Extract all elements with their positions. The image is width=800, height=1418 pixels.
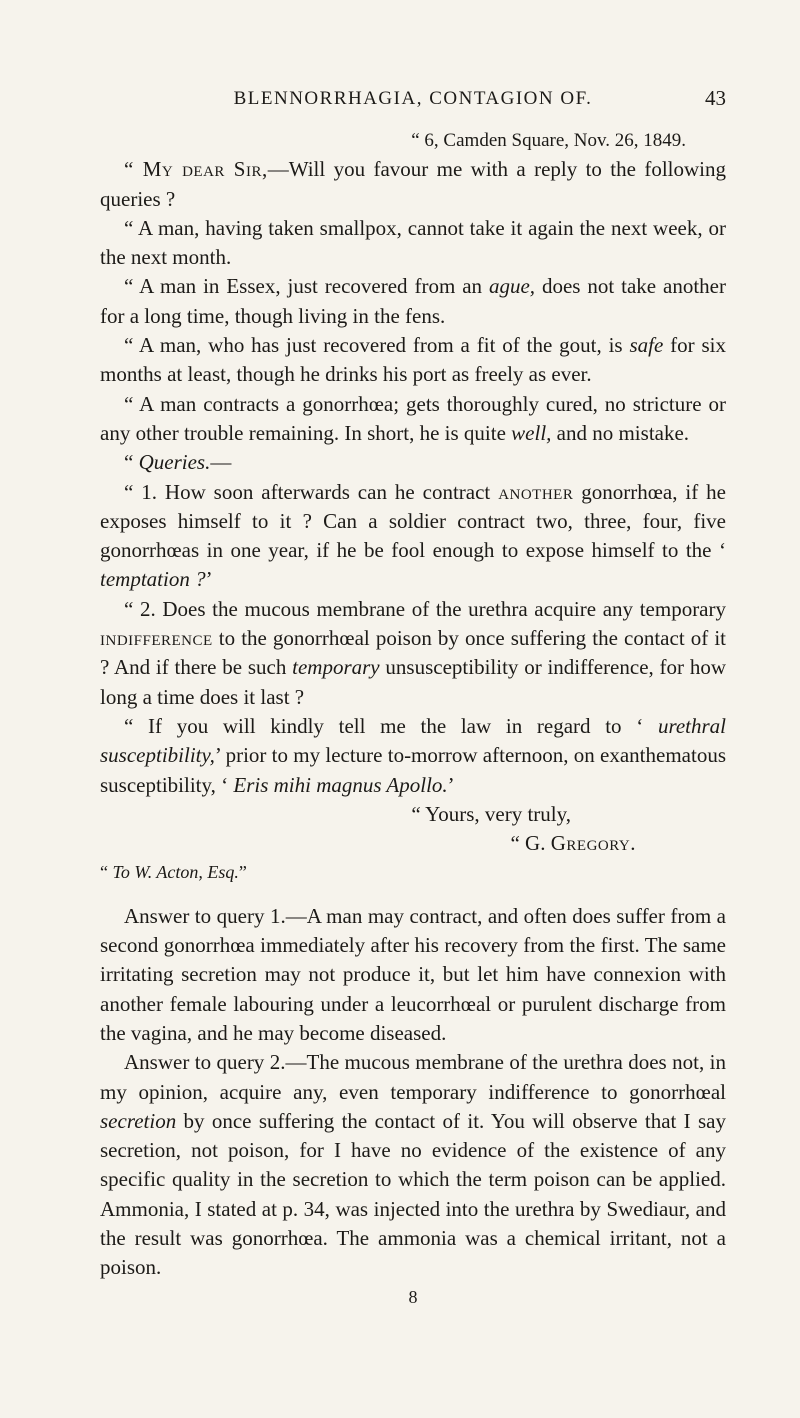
text-run: Answer to query 2.—The mucous membrane of the urethra does not, in my opinion, acquire any, even temporary indifference to gonorrhœal	[100, 1050, 726, 1104]
text-run: “ If you will kindly tell me the law in regard to ‘	[124, 713, 658, 738]
text-run: does not take another for a long time, though living in the fens.	[100, 274, 726, 328]
queries-label: Queries.	[138, 450, 211, 475]
signature-name: Gregory.	[550, 831, 636, 856]
answer-query-1: Answer to query 1.—A man may contract, and often does suffer from a second gonorrhœa immediately after his recovery from the first. The same irritating secretion may not produce it, but let him have connexion with another female labouring under a leucorrhœal or purulent discharge from the vagina, and he may become diseased.	[100, 903, 726, 1045]
letter-paragraph-smallpox: “ A man, having taken smallpox, cannot take it again the next week, or the next month.	[100, 215, 726, 270]
text-run: —	[210, 450, 232, 475]
text-run: “	[100, 862, 113, 883]
text-run: ’ prior to my lecture to-morrow afternoon, on exanthematous susceptibility, ‘	[100, 743, 726, 797]
emphasis: temporary	[292, 655, 380, 680]
emphasis: safe	[629, 333, 664, 358]
text-run: “ G.	[510, 831, 551, 856]
text-run: “ 1. How soon afterwards can he contract	[124, 479, 499, 504]
small-caps-word: another	[498, 479, 574, 504]
answer-query-2	[100, 1048, 726, 1282]
text-run: for six months at least, though he drinks his port as freely as ever.	[100, 333, 726, 387]
letter-request-paragraph	[100, 712, 726, 800]
text-run: and no mistake.	[551, 420, 690, 445]
emphasis: Eris mihi magnus Apollo.	[233, 772, 448, 797]
salutation-rest: —Will you favour me with a reply to the following queries ?	[100, 157, 726, 211]
letter-paragraph-gonorrhoea	[100, 390, 726, 449]
letter-paragraph-ague	[100, 272, 726, 331]
emphasis: secretion	[100, 1108, 177, 1133]
letter-signature	[100, 829, 726, 858]
date-line-text: “ 6, Camden Square, Nov. 26, 1849.	[411, 130, 686, 151]
letter-closing: “ Yours, very truly,	[411, 801, 571, 826]
addressee-name: To W. Acton, Esq.	[112, 862, 239, 883]
page-header	[100, 88, 726, 118]
signature-mark: 8	[408, 1286, 418, 1307]
salutation-lead: “ My dear Sir,	[124, 157, 268, 182]
small-caps-word: indifference	[100, 626, 213, 651]
page-body	[100, 126, 726, 1312]
letter-date-line	[100, 126, 726, 155]
text-run: “ A man, who has just recovered from a fit of the gout, is	[124, 333, 630, 358]
text-run: ’	[205, 567, 213, 592]
text-run: unsusceptibility or indifference, for how long a time does it last ?	[100, 655, 726, 709]
queries-heading	[100, 448, 726, 477]
text-run: to the gonorrhœal poison by once suffering the contact of it ? And if there be such	[100, 626, 726, 680]
letter-addressee	[100, 858, 726, 887]
letter-paragraph-gout	[100, 331, 726, 390]
text-run: “	[124, 450, 139, 475]
text-run: “ A man in Essex, just recovered from an	[124, 274, 489, 299]
text-run: by once suffering the contact of it. You will observe that I say secretion, not poison, for I have no evidence of the existence of any specific quality in the secretion to which the term poison can be applied. Ammonia, I stated at p. 34, was injected into the urethra by Swediaur, and the result was gonorrhœa. The ammonia was a chemical irritant, not a poison.	[100, 1108, 726, 1280]
letter-salutation	[100, 155, 726, 214]
emphasis: well,	[511, 420, 552, 445]
text-run: “ 2. Does the mucous membrane of the urethra acquire any temporary	[124, 596, 726, 621]
text-run: gonorrhœa, if he exposes himself to it ? Can a soldier contract two, three, four, five gonorrhœas in one year, if he be fool enough to expose himself to the ‘	[100, 479, 727, 563]
text-run: ”	[238, 862, 247, 883]
emphasis: temptation ?	[100, 567, 206, 592]
emphasis: urethral susceptibility,	[100, 713, 726, 768]
text-run: “ A man contracts a gonorrhœa; gets thoroughly cured, no stricture or any other trouble remaining. In short, he is quite	[100, 391, 726, 445]
page-number: 43	[705, 86, 726, 110]
query-1	[100, 478, 726, 595]
query-2	[100, 595, 726, 712]
running-head: BLENNORRHAGIA, CONTAGION OF.	[233, 88, 593, 109]
text-run: ’	[447, 772, 455, 797]
emphasis: ague,	[488, 274, 536, 299]
